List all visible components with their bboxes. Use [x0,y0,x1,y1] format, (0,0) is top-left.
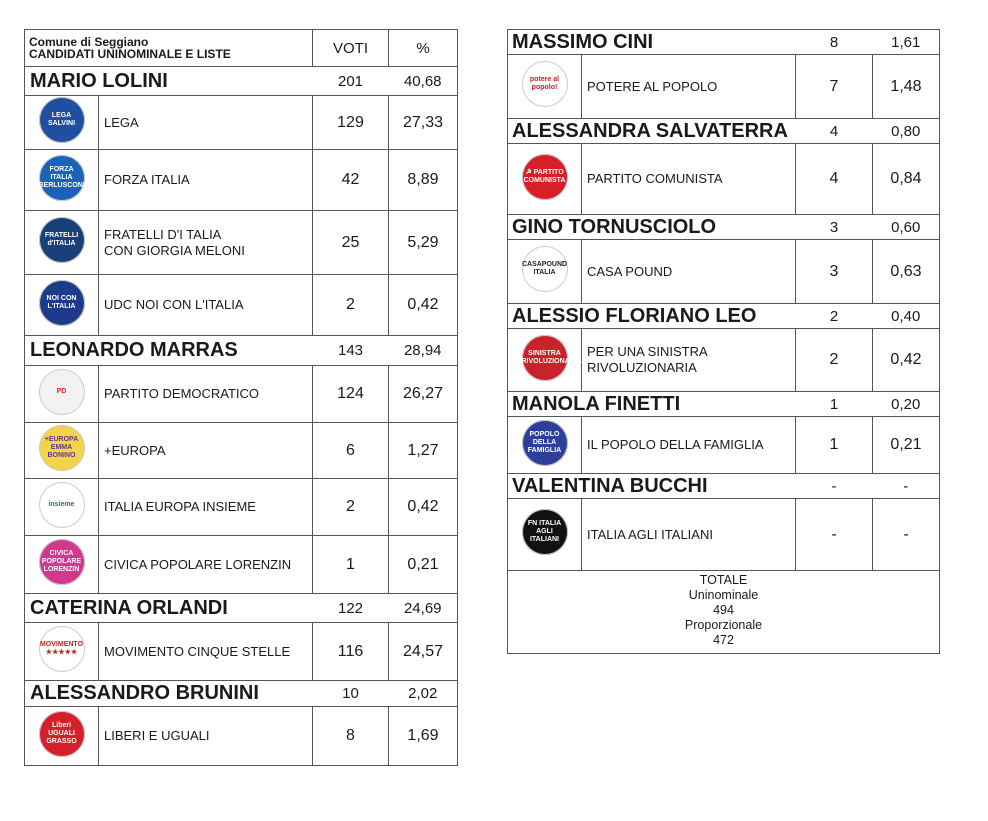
casa-pound-logo-icon [522,246,568,292]
proporzionale-label: Proporzionale [684,618,763,632]
candidate-row [508,392,940,417]
list-logo-cell [25,96,99,150]
candidate-name: GINO TORNUSCIOLO [508,215,796,240]
totals-row [508,571,940,654]
liberi-uguali-logo-icon [39,711,85,757]
list-percent: 0,63 [873,240,940,304]
partito-comunista-logo-icon [522,154,568,200]
list-percent: 0,21 [873,417,940,474]
list-name-text: FORZA ITALIA [104,172,190,187]
header-row [25,30,458,67]
candidate-row [25,594,458,623]
list-name-text: IL POPOLO DELLA FAMIGLIA [587,437,764,452]
candidate-row [25,336,458,366]
italia-agli-italiani-logo-icon [522,509,568,555]
list-percent: 1,48 [873,55,940,119]
candidate-name: MASSIMO CINI [508,30,796,55]
list-votes: 2 [313,479,389,536]
list-name [99,275,313,336]
list-logo-cell [25,536,99,594]
logo-text: POPOLO DELLA FAMIGLIA [527,430,562,454]
udc-noi-con-italia-logo-icon [39,280,85,326]
candidate-percent: 0,20 [873,392,940,417]
list-name-text: UDC NOI CON L'ITALIA [104,297,244,312]
candidate-name: ALESSANDRA SALVATERRA [508,119,796,144]
list-name [99,623,313,681]
list-name-text: POTERE AL POPOLO [587,78,718,94]
list-votes: 1 [313,536,389,594]
list-logo-cell [25,423,99,479]
municipality-name: Comune di Seggiano [29,35,149,49]
candidate-name: MARIO LOLINI [25,67,313,96]
list-logo-cell [25,479,99,536]
list-row [508,240,940,304]
list-row [25,211,458,275]
list-votes: 7 [796,55,873,119]
list-name [582,499,796,571]
list-row [25,623,458,681]
list-name [99,96,313,150]
list-logo-cell [25,150,99,211]
list-name [99,423,313,479]
list-percent: 1,27 [389,423,458,479]
candidate-percent: 24,69 [389,594,458,623]
list-votes: 8 [313,707,389,766]
piu-europa-logo-icon [39,425,85,471]
sinistra-rivoluzionaria-logo-icon [521,335,582,381]
list-logo-cell [25,211,99,275]
list-row [25,479,458,536]
list-name-text: PARTITO COMUNISTA [587,171,723,186]
list-name-text: MOVIMENTO CINQUE STELLE [104,643,291,659]
list-percent: 26,27 [389,366,458,423]
list-percent: 0,21 [389,536,458,594]
candidate-votes: 4 [796,119,873,144]
list-name-text: +EUROPA [104,442,166,458]
list-votes: 42 [313,150,389,211]
logo-text: FRATELLI d'ITALIA [44,232,79,247]
list-logo-cell [508,417,582,474]
list-name-text: FRATELLI D'I TALIA CON GIORGIA MELONI [104,226,245,258]
logo-text: NOI CON L'ITALIA [46,294,77,310]
list-name [582,144,796,215]
list-percent: - [873,499,940,571]
candidate-row [508,474,940,499]
list-votes: 129 [313,96,389,150]
list-name-text: ITALIA AGLI ITALIANI [587,526,713,542]
uninominale-total: 494 [713,603,734,617]
table-subtitle: CANDIDATI UNINOMINALE E LISTE [29,47,231,61]
list-row [25,536,458,594]
list-name [99,366,313,423]
list-name [99,211,313,275]
list-percent: 0,42 [389,275,458,336]
candidate-row [508,119,940,144]
list-logo-cell [25,275,99,336]
list-row [25,366,458,423]
list-logo-cell [508,144,582,215]
list-name [99,150,313,211]
left-results-body [25,30,458,766]
list-votes: 116 [313,623,389,681]
logo-text: FORZA ITALIA BERLUSCONI [38,165,85,189]
uninominale-label: Uninominale [688,588,759,602]
candidate-percent: 2,02 [389,681,458,707]
logo-text: MOVIMENTO ★★★★★ [39,641,84,656]
list-row [508,329,940,392]
candidate-row [25,681,458,707]
list-row [25,96,458,150]
proporzionale-total: 472 [713,633,734,647]
candidate-votes: - [796,474,873,499]
percent-column-header: % [389,30,458,67]
list-votes: 2 [796,329,873,392]
list-logo-cell [25,366,99,423]
candidate-name: CATERINA ORLANDI [25,594,313,623]
list-name-text: LIBERI E UGUALI [104,728,210,743]
list-name [99,479,313,536]
candidate-votes: 201 [313,67,389,96]
list-logo-cell [508,240,582,304]
civica-popolare-logo-icon [39,539,85,585]
candidate-name: ALESSIO FLORIANO LEO [508,304,796,329]
list-name [582,55,796,119]
list-votes: 4 [796,144,873,215]
list-percent: 24,57 [389,623,458,681]
candidate-percent: - [873,474,940,499]
list-percent: 5,29 [389,211,458,275]
candidate-votes: 2 [796,304,873,329]
movimento-5-stelle-logo-icon [39,626,85,672]
candidate-votes: 10 [313,681,389,707]
list-percent: 8,89 [389,150,458,211]
logo-text: potere al popolo! [529,76,560,91]
list-name [582,329,796,392]
candidate-name: MANOLA FINETTI [508,392,796,417]
candidate-percent: 28,94 [389,336,458,366]
list-name-text: PARTITO DEMOCRATICO [104,386,260,401]
list-votes: 6 [313,423,389,479]
logo-text: Liberi UGUALI GRASSO [46,721,77,745]
logo-text: CASAPOUND ITALIA [521,261,568,276]
logo-text: SINISTRA RIVOLUZIONARIA [521,349,582,365]
candidate-percent: 1,61 [873,30,940,55]
candidate-votes: 122 [313,594,389,623]
list-percent: 0,84 [873,144,940,215]
logo-text: CIVICA POPOLARE LORENZIN [41,550,82,573]
candidate-votes: 1 [796,392,873,417]
list-name-text: ITALIA EUROPA INSIEME [104,499,256,514]
list-votes: 1 [796,417,873,474]
list-name-text: CIVICA POPOLARE LORENZIN [104,556,292,572]
list-percent: 1,69 [389,707,458,766]
list-name [99,536,313,594]
list-percent: 0,42 [873,329,940,392]
candidate-votes: 3 [796,215,873,240]
list-name-text: CASA POUND [587,263,673,279]
left-results-table [24,29,458,766]
candidate-votes: 143 [313,336,389,366]
list-logo-cell [508,499,582,571]
list-name [582,240,796,304]
votes-column-header: VOTI [313,30,389,67]
logo-text: ☭ PARTITO COMUNISTA [523,168,566,184]
list-votes: 124 [313,366,389,423]
list-row [508,417,940,474]
lega-logo-icon [39,97,85,143]
potere-al-popolo-logo-icon [522,61,568,107]
list-logo-cell [25,623,99,681]
table-title [25,30,313,67]
list-name [582,417,796,474]
candidate-name: LEONARDO MARRAS [25,336,313,366]
list-logo-cell [508,329,582,392]
candidate-votes: 8 [796,30,873,55]
candidate-percent: 0,80 [873,119,940,144]
logo-text: PD [56,387,67,395]
list-logo-cell [25,707,99,766]
list-name [99,707,313,766]
list-row [25,275,458,336]
list-percent: 0,42 [389,479,458,536]
logo-text: insieme [48,500,75,508]
list-row [508,144,940,215]
list-logo-cell [508,55,582,119]
popolo-della-famiglia-logo-icon [522,420,568,466]
candidate-name: VALENTINA BUCCHI [508,474,796,499]
candidate-row [508,304,940,329]
list-votes: 25 [313,211,389,275]
right-results-body [508,30,940,654]
forza-italia-logo-icon [39,155,85,201]
totals-label: TOTALE [699,573,748,587]
candidate-row [25,67,458,96]
candidate-percent: 40,68 [389,67,458,96]
list-votes: - [796,499,873,571]
list-row [25,707,458,766]
fratelli-italia-logo-icon [39,217,85,263]
right-results-table [507,29,940,654]
logo-text: FN ITALIA AGLI ITALIANI [527,520,562,543]
list-votes: 3 [796,240,873,304]
candidate-percent: 0,60 [873,215,940,240]
italia-europa-insieme-logo-icon [39,482,85,528]
logo-text: +EUROPA EMMA BONINO [44,436,79,459]
candidate-row [508,215,940,240]
list-row [508,499,940,571]
list-name-text: PER UNA SINISTRA RIVOLUZIONARIA [587,344,708,375]
list-row [508,55,940,119]
totals-cell [508,571,940,654]
list-row [25,423,458,479]
logo-text: LEGA SALVINI [47,112,76,127]
candidate-row [508,30,940,55]
list-row [25,150,458,211]
candidate-name: ALESSANDRO BRUNINI [25,681,313,707]
list-votes: 2 [313,275,389,336]
list-name-text: LEGA [104,114,139,130]
list-percent: 27,33 [389,96,458,150]
partito-democratico-logo-icon [39,369,85,415]
candidate-percent: 0,40 [873,304,940,329]
